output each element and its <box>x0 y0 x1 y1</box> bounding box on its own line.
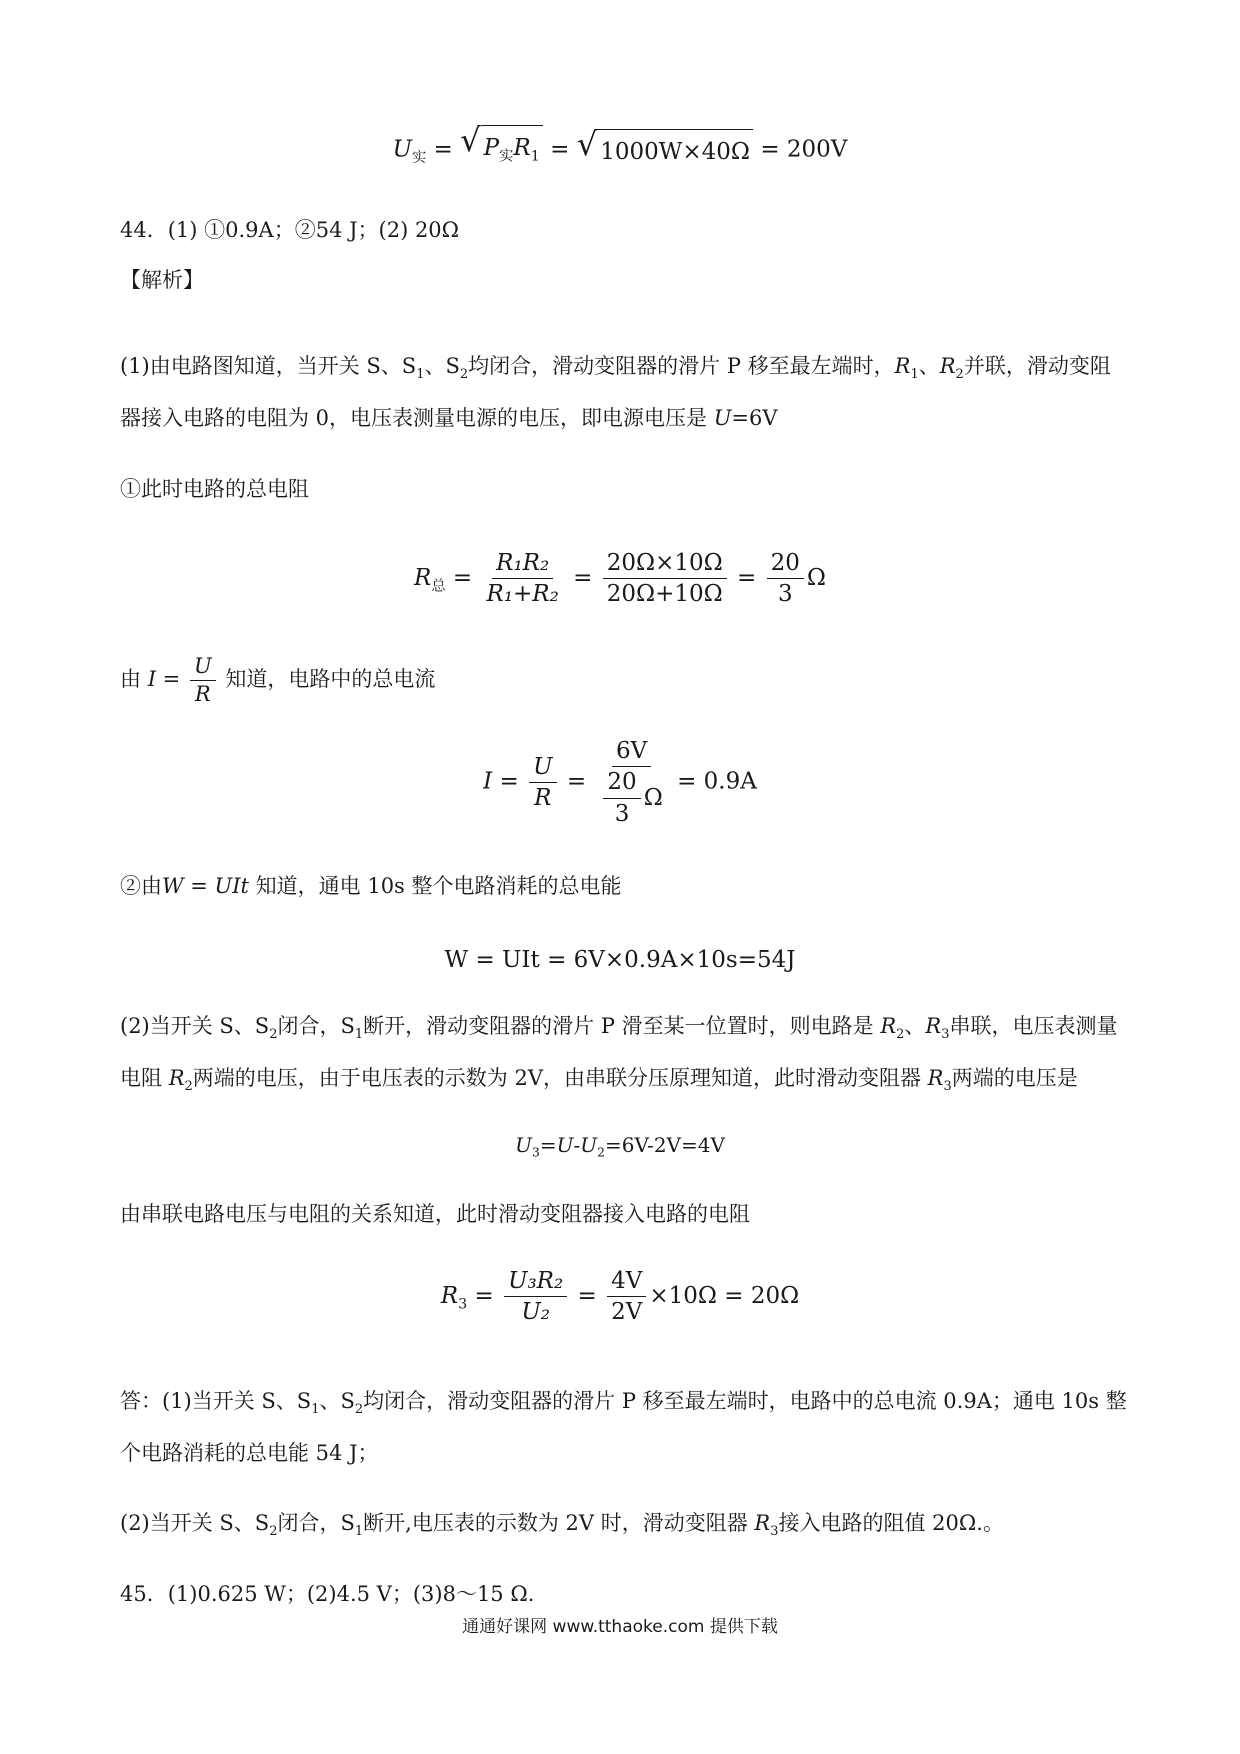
q45-answer: 45．(1)0.625 W；(2)4.5 V；(3)8～15 Ω. <box>120 1582 535 1606</box>
text: 、 <box>904 1014 926 1038</box>
text: 两端的电压，由于电压表的示数为 2V，由串联分压原理知道，此时滑动变阻器 <box>192 1066 928 1090</box>
text: 两端的电压是 <box>951 1066 1078 1090</box>
equals-sign: = <box>550 136 570 163</box>
text: =6V-2V=4V <box>604 1133 725 1157</box>
text: (1)由电路图知道，当开关 S、S <box>120 354 417 378</box>
series-text: 由串联电路电压与电阻的关系知道，此时滑动变阻器接入电路的电阻 <box>120 1202 750 1226</box>
text: ②由 <box>120 874 162 898</box>
numerator: 20Ω×10Ω <box>603 550 727 579</box>
text: 串联，电压表测量 <box>949 1014 1118 1038</box>
denominator: 20Ω+10Ω <box>606 581 723 608</box>
text: 知道，通电 10s 整个电路消耗的总电能 <box>248 874 622 898</box>
ohm-law-line: 由 I = $\frac{U}{R}$ 知道，电路中的总电流 <box>120 654 436 707</box>
text: 闭合，S <box>277 1014 355 1038</box>
sqrt-body: 1000W×40Ω <box>597 129 753 172</box>
equals-sign: = <box>760 136 780 163</box>
equation-u3: $U_3=U-U_2=6V-2V=4V$ <box>515 1133 725 1160</box>
text: (2)当开关 S、S <box>120 1014 270 1038</box>
var-u: U <box>392 136 412 163</box>
answer-1-line-2: 个电路消耗的总电能 54 J； <box>120 1441 379 1465</box>
q44-answer: 44．(1) ①0.9A；②54 J；(2) 20Ω <box>120 218 460 242</box>
text: 、S <box>319 1389 355 1413</box>
paragraph-1-line-1: (1)由电路图知道，当开关 S、$S_1$、$S_2$均闭合，滑动变阻器的滑片 P 移至最左端时，$R_1$、$R_2$并联，滑动变阻 <box>120 354 1111 382</box>
text: (2)当开关 S、S <box>120 1511 270 1535</box>
text: 均闭合，滑动变阻器的滑片 P 移至最左端时，电路中的总电流 0.9A；通电 10s 整 <box>363 1389 1127 1413</box>
text: 器接入电路的电阻为 0，电压表测量电源的电压，即电源电压是 <box>120 406 714 430</box>
text: =6V <box>731 406 778 430</box>
fraction-6v-over <box>596 738 666 827</box>
sub-zong: 总 <box>431 578 446 595</box>
answer-1-line-1: 答：(1)当开关 S、$S_1$、$S_2$均闭合，滑动变阻器的滑片 P 移至最左端时，电路中的总电流 0.9A；通电 10s 整 <box>120 1389 1127 1417</box>
paragraph-2-line-2: 电阻 $R_2$两端的电压，由于电压表的示数为 2V，由串联分压原理知道，此时滑动变阻器 $R_3$两端的电压是 <box>120 1066 1078 1094</box>
numerator: 4V <box>607 1268 646 1297</box>
fraction-u3r2-u2 <box>504 1268 567 1326</box>
numerator: U₃R₂ <box>504 1268 567 1297</box>
text: ×10Ω = 20Ω <box>649 1282 800 1309</box>
text: 知道，电路中的总电流 <box>218 667 436 692</box>
step-2-line: ②由W = UIt 知道，通电 10s 整个电路消耗的总电能 <box>120 874 622 898</box>
numerator: 20 <box>603 769 640 798</box>
answer-2-line: (2)当开关 S、$S_2$闭合，$S_1$断开,电压表的示数为 2V 时，滑动变阻器 $R_3$接入电路的阻值 20Ω.。 <box>120 1511 1004 1539</box>
fraction-4v-2v <box>607 1268 646 1326</box>
fraction-u-over-r <box>529 754 556 812</box>
equals-sign: = <box>433 136 453 163</box>
equation-total-resistance: $R_总$ = $\frac{\text{R₁R₂}}{\text{R₁+R₂}}$ = $\frac{20\Omega\times 10\Omega}{20\Omega+10\Omega}$ = $\frac{20}{3}$ Ω <box>414 550 826 608</box>
jiexi-heading: 【解析】 <box>120 268 204 292</box>
fraction-numeric <box>603 550 727 608</box>
fraction-r1r2 <box>483 550 563 608</box>
paragraph-2-line-1: (2)当开关 S、$S_2$闭合，$S_1$断开，滑动变阻器的滑片 P 滑至某一位置时，则电路是 $R_2$、$R_3$串联，电压表测量 <box>120 1014 1118 1042</box>
text: 答：(1)当开关 S、S <box>120 1389 312 1413</box>
equation-actual-voltage <box>0 121 1240 178</box>
numerator: 20 <box>767 550 804 579</box>
sqrt-p-r: √ $P_实R_1$ <box>460 125 543 176</box>
unit-ohm: Ω <box>806 564 826 591</box>
equation-current: I = $\frac{U}{R}$ = 6V $\frac{20}{3}$ Ω = 0.9A <box>483 738 757 827</box>
text: 并联，滑动变阻 <box>963 354 1111 378</box>
numerator: 6V <box>612 738 651 767</box>
result-200v: 200V <box>786 136 848 163</box>
denominator: R₁+R₂ <box>486 581 559 608</box>
text: 均闭合，滑动变阻器的滑片 P 移至最左端时， <box>468 354 895 378</box>
footer-watermark: 通通好课网 www.tthaoke.com 提供下载 <box>462 1617 778 1637</box>
text: 、 <box>918 354 940 378</box>
text: 断开，滑动变阻器的滑片 P 滑至某一位置时，则电路是 <box>363 1014 881 1038</box>
sub-shi: 实 <box>411 150 427 167</box>
equation-r3: $R_3$ = $\frac{\text{U₃R₂}}{\text{U₂}}$ = $\frac{4V}{2V}$ ×10Ω = 20Ω <box>440 1268 800 1326</box>
denominator: R <box>534 785 552 812</box>
equation-energy: W = UIt = 6V×0.9A×10s=54J <box>444 947 796 973</box>
denominator: U₂ <box>521 1299 550 1326</box>
numerator: U <box>529 754 556 783</box>
text: 由 <box>120 667 148 692</box>
var-p: P <box>483 135 500 161</box>
paragraph-1-line-2: 器接入电路的电阻为 0，电压表测量电源的电压，即电源电压是 U=6V <box>120 406 778 430</box>
fraction-20-3 <box>767 550 804 608</box>
fraction-u-r: $\frac{U}{R}$ <box>190 655 216 706</box>
text: 电阻 <box>120 1066 169 1090</box>
text: 、S <box>424 354 460 378</box>
text: 断开,电压表的示数为 2V 时，滑动变阻器 <box>363 1511 755 1535</box>
result-0-9a: = 0.9A <box>677 768 757 795</box>
denominator: 3 <box>777 581 793 608</box>
sub-shi-p: 实 <box>499 148 514 165</box>
unit-ohm: Ω <box>643 785 663 812</box>
sqrt-numeric: √ 1000W×40Ω <box>577 129 753 172</box>
var-r: R <box>513 135 531 161</box>
numerator: R₁R₂ <box>492 550 553 579</box>
text: 接入电路的阻值 20Ω.。 <box>778 1511 1004 1535</box>
denominator: 2V <box>611 1299 643 1326</box>
text: 闭合，S <box>277 1511 355 1535</box>
step-1-heading: ①此时电路的总电阻 <box>120 477 309 501</box>
sub-1: 1 <box>530 148 540 165</box>
denominator: 3 <box>614 800 630 827</box>
